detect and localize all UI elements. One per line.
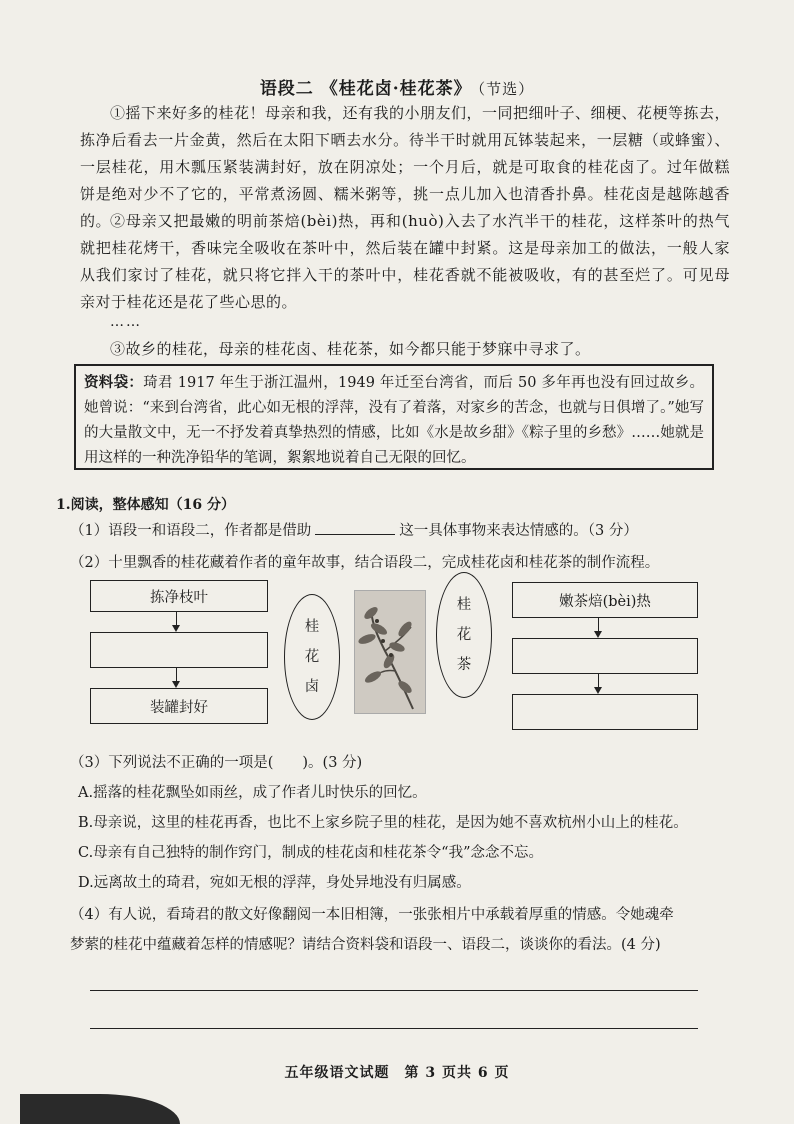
flow-right-step-1: 嫩茶焙(bèi)热 (512, 582, 698, 618)
flow-arrow-icon (598, 673, 599, 692)
option-a[interactable]: A.摇落的桂花飘坠如雨丝，成了作者儿时快乐的回忆。 (78, 785, 427, 801)
oval-osmanthus-syrup (284, 594, 340, 720)
paragraph-3: ③故乡的桂花，母亲的桂花卤、桂花茶，如今都只能于梦寐中寻求了。 (110, 340, 591, 358)
paragraph-1: ①摇下来好多的桂花！母亲和我，还有我的小朋友们，一同把细叶子、细梗、花梗等拣去，拣净后看去一片金黄，然后在太阳下晒去水分。待半干时就用瓦钵装起来，一层糖（或蜂蜜）、一层桂花，用木瓢压紧装满封好，放在阴凉处；一个月后，就是可取食的桂花卤了。过年做糕饼是绝对少不了它的，平常煮汤圆、糯米粥等，挑一点儿加入也清香扑鼻。桂花卤是越陈越香的。 (80, 104, 731, 230)
flow-right-step-3-blank[interactable] (512, 694, 698, 730)
answer-line-2[interactable] (90, 1028, 698, 1029)
oval-char: 桂 (456, 597, 472, 613)
material-label: 资料袋： (84, 374, 144, 391)
oval-char: 茶 (456, 657, 472, 673)
oval-osmanthus-tea (436, 572, 492, 698)
material-text: 琦君 1917 年生于浙江温州，1949 年迁至台湾省，而后 50 多年再也没有回过故乡。她曾说：“来到台湾省，此心如无根的浮萍，没有了着落，对家乡的苦念，也就与日俱增了。”她写的大量散文中，无一不抒发着真挚热烈的情感，比如《水是故乡甜》《粽子里的乡愁》……她就是用这样的一种洗净铅华的笔调，絮絮地说着自己无限的回忆。 (84, 375, 705, 466)
oval-char: 桂 (304, 619, 320, 635)
page-footer: 五年级语文试题 第 3 页共 6 页 (284, 1065, 510, 1081)
question-1 (70, 520, 638, 542)
oval-char: 卤 (304, 679, 320, 695)
oval-char: 花 (456, 627, 472, 643)
question-3: （3）下列说法不正确的一项是( )。(3 分) (70, 755, 363, 771)
passage-title (0, 74, 794, 99)
osmanthus-branch-image (354, 590, 426, 714)
q1-text-end: 这一具体事物来表达情感的。（3 分） (399, 523, 638, 539)
paragraph-2: ②母亲又把最嫩的明前茶焙(bèi)热，再和(huò)入去了水汽半干的桂花，这样茶叶的热气就把桂花烤干，香味完全吸收在茶叶中，然后装在罐中封紧。这是母亲加工的做法，一般人家从我们家讨了桂花，就只将它拌入干的茶叶中，桂花香就不能被吸收，有的甚至烂了。可见母亲对于桂花还是花了些心思的。 (80, 212, 730, 311)
question-4-line-2: 梦萦的桂花中蕴藏着怎样的情感呢？请结合资料袋和语段一、语段二，谈谈你的看法。(4 分) (70, 937, 661, 953)
flow-right-step-2-blank[interactable] (512, 638, 698, 674)
ellipsis: …… (110, 314, 142, 330)
oval-char: 花 (304, 649, 320, 665)
title-text: 语段二 《桂花卤·桂花茶》 (259, 79, 472, 99)
section-heading: 1.阅读，整体感知（16 分） (56, 497, 235, 513)
q1-text-start: （1）语段一和语段二，作者都是借助 (70, 523, 312, 539)
flow-left-step-3: 装罐封好 (90, 688, 268, 724)
flow-arrow-icon (598, 617, 599, 636)
title-note: （节选） (477, 80, 535, 98)
option-c[interactable]: C.母亲有自己独特的制作窍门，制成的桂花卤和桂花茶令“我”念念不忘。 (78, 845, 544, 861)
material-box (74, 364, 714, 470)
question-4-line-1: （4）有人说，看琦君的散文好像翻阅一本旧相簿，一张张相片中承载着厚重的情感。令她魂牵 (70, 907, 674, 923)
flow-left-step-1: 拣净枝叶 (90, 580, 268, 612)
option-d[interactable]: D.远离故土的琦君，宛如无根的浮萍，身处异地没有归属感。 (78, 875, 471, 891)
question-2: （2）十里飘香的桂花藏着作者的童年故事，结合语段二，完成桂花卤和桂花茶的制作流程。 (70, 555, 660, 571)
option-b[interactable]: B.母亲说，这里的桂花再香，也比不上家乡院子里的桂花，是因为她不喜欢杭州小山上的桂花。 (78, 815, 688, 831)
photo-edge-shadow (20, 1094, 180, 1124)
q1-answer-blank[interactable] (315, 520, 395, 535)
flow-arrow-icon (176, 611, 177, 630)
flow-arrow-icon (176, 667, 177, 686)
flow-left-step-2-blank[interactable] (90, 632, 268, 668)
answer-line-1[interactable] (90, 990, 698, 991)
